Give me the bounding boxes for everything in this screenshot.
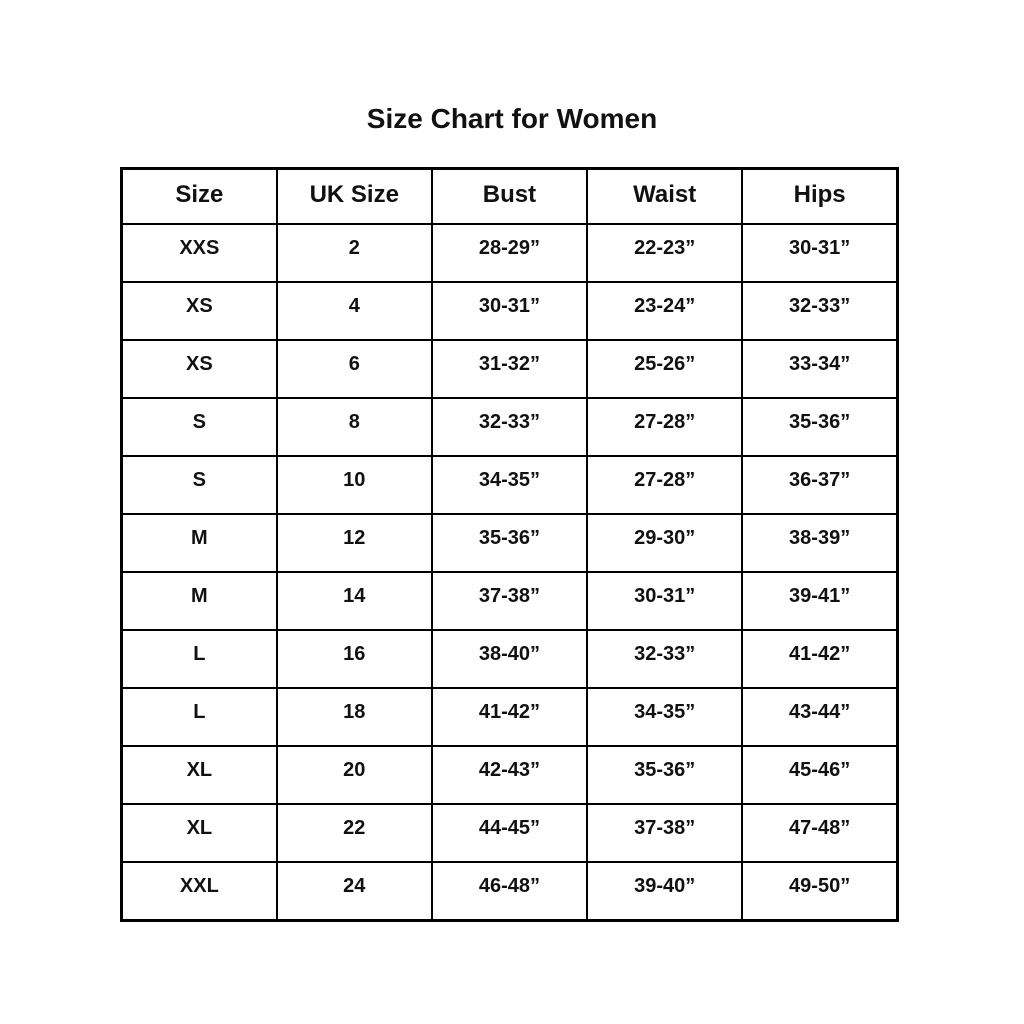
table-cell: 41-42” (432, 688, 587, 746)
table-cell: 4 (277, 282, 432, 340)
table-cell: XL (122, 804, 277, 862)
table-cell: 32-33” (742, 282, 897, 340)
table-cell: 35-36” (432, 514, 587, 572)
table-row (122, 630, 898, 688)
table-cell: 14 (277, 572, 432, 630)
table-cell: 29-30” (587, 514, 742, 572)
table-row (122, 804, 898, 862)
table-cell: 32-33” (587, 630, 742, 688)
table-cell: 16 (277, 630, 432, 688)
table-cell: 34-35” (432, 456, 587, 514)
table-cell: 38-40” (432, 630, 587, 688)
table-cell: 27-28” (587, 456, 742, 514)
table-cell: 32-33” (432, 398, 587, 456)
table-cell: XXL (122, 862, 277, 921)
table-cell: 22 (277, 804, 432, 862)
size-chart-table (120, 167, 899, 922)
table-cell: 30-31” (432, 282, 587, 340)
table-cell: 24 (277, 862, 432, 921)
column-header: Hips (742, 169, 897, 225)
table-row (122, 398, 898, 456)
header-row (122, 169, 898, 225)
table-cell: 37-38” (587, 804, 742, 862)
table-row (122, 224, 898, 282)
table-cell: 46-48” (432, 862, 587, 921)
table-cell: 2 (277, 224, 432, 282)
table-cell: 25-26” (587, 340, 742, 398)
table-cell: 33-34” (742, 340, 897, 398)
table-row (122, 862, 898, 921)
table-cell: 45-46” (742, 746, 897, 804)
table-cell: L (122, 630, 277, 688)
column-header: Bust (432, 169, 587, 225)
table-cell: 20 (277, 746, 432, 804)
table-cell: 39-41” (742, 572, 897, 630)
table-row (122, 572, 898, 630)
table-cell: S (122, 456, 277, 514)
table-row (122, 514, 898, 572)
table-cell: 28-29” (432, 224, 587, 282)
table-cell: 31-32” (432, 340, 587, 398)
table-cell: 35-36” (587, 746, 742, 804)
column-header: Size (122, 169, 277, 225)
table-row (122, 688, 898, 746)
column-header: UK Size (277, 169, 432, 225)
table-header (122, 169, 898, 225)
table-cell: 35-36” (742, 398, 897, 456)
table-cell: 42-43” (432, 746, 587, 804)
table-cell: 8 (277, 398, 432, 456)
table-cell: XXS (122, 224, 277, 282)
table-row (122, 282, 898, 340)
table-cell: M (122, 572, 277, 630)
table-row (122, 746, 898, 804)
table-cell: 37-38” (432, 572, 587, 630)
table-cell: 18 (277, 688, 432, 746)
table-cell: 30-31” (742, 224, 897, 282)
table-cell: 22-23” (587, 224, 742, 282)
table-cell: 49-50” (742, 862, 897, 921)
table-cell: 39-40” (587, 862, 742, 921)
table-body (122, 224, 898, 921)
table-cell: XL (122, 746, 277, 804)
table-cell: S (122, 398, 277, 456)
table-cell: 34-35” (587, 688, 742, 746)
table-cell: 23-24” (587, 282, 742, 340)
page-title: Size Chart for Women (366, 103, 658, 134)
table-row (122, 340, 898, 398)
table-cell: 6 (277, 340, 432, 398)
table-cell: 47-48” (742, 804, 897, 862)
table-cell: XS (122, 282, 277, 340)
table-cell: L (122, 688, 277, 746)
table-cell: 12 (277, 514, 432, 572)
table-cell: 43-44” (742, 688, 897, 746)
table-cell: 10 (277, 456, 432, 514)
table-cell: M (122, 514, 277, 572)
table-cell: 41-42” (742, 630, 897, 688)
table-row (122, 456, 898, 514)
table-cell: 38-39” (742, 514, 897, 572)
table-cell: 27-28” (587, 398, 742, 456)
table-cell: 36-37” (742, 456, 897, 514)
table-cell: XS (122, 340, 277, 398)
table-cell: 30-31” (587, 572, 742, 630)
column-header: Waist (587, 169, 742, 225)
table-cell: 44-45” (432, 804, 587, 862)
